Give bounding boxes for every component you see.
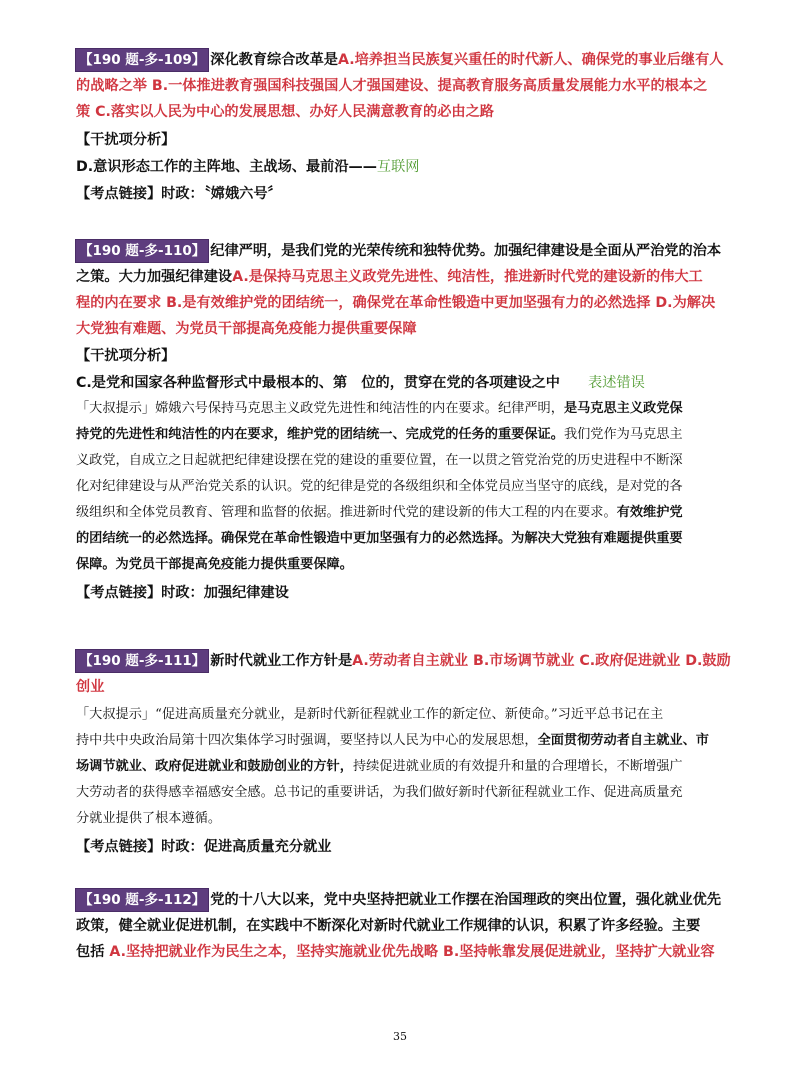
distractor-text: C.是党和国家各种监督形式中最根本的、第 位的，贯穿在党的各项建设之中 [76,375,560,391]
hint-line [76,755,683,779]
hint-line: 大劳动者的获得感幸福感安全感。总书记的重要讲话，为我们做好新时代新征程就业工作、促进高质量充 [76,785,683,800]
answer-text: 程的内在要求 B.是有效维护党的团结统一，确保党在革命性锻造中更加坚强有力的必然选择 D.为解决 [76,295,716,311]
question-stem: 深化教育综合改革是 [210,52,338,68]
answer-text: 策 C.落实以人民为中心的发展思想、办好人民满意教育的必由之路 [76,104,494,120]
page-number: 35 [393,1030,407,1043]
q111-line1 [76,649,731,673]
q110-line2 [76,265,703,289]
hint-line: 义政党，自成立之日起就把纪律建设摆在党的建设的重要位置，在一以贯之管党治党的历史进程中不断深 [76,453,683,468]
hint-text: 我们党作为马克思主 [563,427,683,442]
answer-text: A.培养担当民族复兴重任的时代新人、确保党的事业后继有人 [337,52,724,68]
hint-emphasis: 全面贯彻劳动者自主就业、市 [537,733,709,748]
question-stem: 包括 [76,944,105,960]
exam-link: 【考点链接】时政：促进高质量充分就业 [76,839,332,855]
question-tag: 【190 题-多-112】 [76,889,208,911]
hint-text: 级组织和全体党员教育、管理和监督的依据。推进新时代党的建设新的伟大工程的内在要求。 [76,505,617,520]
answer-text: 大党独有难题、为党员干部提高免疫能力提供重要保障 [76,321,417,337]
hint-line [76,729,709,753]
hint-line [76,397,683,421]
hint-line: 化对纪律建设与从严治党关系的认识。党的纪律是党的各级组织和全体党员应当坚守的底线，是对党的各 [76,479,683,494]
hint-emphasis: 持党的先进性和纯洁性的内在要求，维护党的团结统一、完成党的任务的重要保证。 [76,427,564,442]
answer-text: 的战略之举 B.一体推进教育强国科技强国人才强国建设、提高教育服务高质量发展能力水平的根本之 [76,78,708,94]
distractor-line [76,155,420,179]
exam-link: 【考点链接】时政：加强纪律建设 [76,585,289,601]
hint-text: 「大叔提示」嫦娥六号保持马克思主义政党先进性和纯洁性的内在要求。纪律严明， [76,401,564,416]
question-stem: 新时代就业工作方针是 [210,653,353,669]
hint-line: 保障。为党员干部提高免疫能力提供重要保障。 [76,557,353,572]
answer-text: 创业 [76,679,105,695]
question-stem: 政策，健全就业促进机制，在实践中不断深化对新时代就业工作规律的认识，积累了许多经验。主要 [76,918,701,934]
interference-heading: 【干扰项分析】 [76,348,176,364]
hint-line: 的团结统一的必然选择。确保党在革命性锻造中更加坚强有力的必然选择。为解决大党独有难题提供重要 [76,531,683,546]
question-tag: 【190 题-多-110】 [76,240,208,262]
exam-link: 【考点链接】时政：〝嫦娥六号〞 [76,186,282,202]
interference-heading: 【干扰项分析】 [76,132,176,148]
hint-text: 持中共中央政治局第十四次集体学习时强调，要坚持以人民为中心的发展思想， [76,733,538,748]
distractor-note: 互联网 [376,159,420,175]
hint-emphasis: 场调节就业、政府促进就业和鼓励创业的方针， [76,759,353,774]
question-stem: 之策。大力加强纪律建设 [76,269,233,285]
hint-emphasis: 是马克思主义政党保 [563,401,683,416]
question-stem: 纪律严明，是我们党的光荣传统和独特优势。加强纪律建设是全面从严治党的治本 [210,243,722,259]
question-tag: 【190 题-多-111】 [76,650,208,672]
answer-text: A.坚持把就业作为民生之本，坚持实施就业优先战略 B.坚持帐靠发展促进就业，坚持扩大就业容 [109,944,715,960]
q109-line1 [76,48,724,72]
q112-line1 [76,888,721,912]
hint-line [76,501,683,525]
q112-line3 [76,940,715,964]
question-stem: 党的十八大以来，党中央坚持把就业工作摆在治国理政的突出位置，强化就业优先 [210,892,722,908]
hint-text: 持续促进就业质的有效提升和量的合理增长，不断增强广 [352,759,683,774]
distractor-text: D.意识形态工作的主阵地、主战场、最前沿—— [76,159,377,175]
distractor-note: 表述错误 [588,375,645,391]
distractor-line [76,371,645,395]
hint-emphasis: 有效维护党 [616,505,683,520]
q110-line1 [76,239,721,263]
answer-text: A.是保持马克思主义政党先进性、纯洁性，推进新时代党的建设新的伟大工 [232,269,703,285]
hint-line: 分就业提供了根本遵循。 [76,811,222,826]
answer-text: A.劳动者自主就业 B.市场调节就业 C.政府促进就业 D.鼓励 [352,653,731,669]
hint-line [76,423,683,447]
question-tag: 【190 题-多-109】 [76,49,208,71]
hint-line: 「大叔提示」“促进高质量充分就业，是新时代新征程就业工作的新定位、新使命。”习近平总书记在主 [76,707,664,722]
